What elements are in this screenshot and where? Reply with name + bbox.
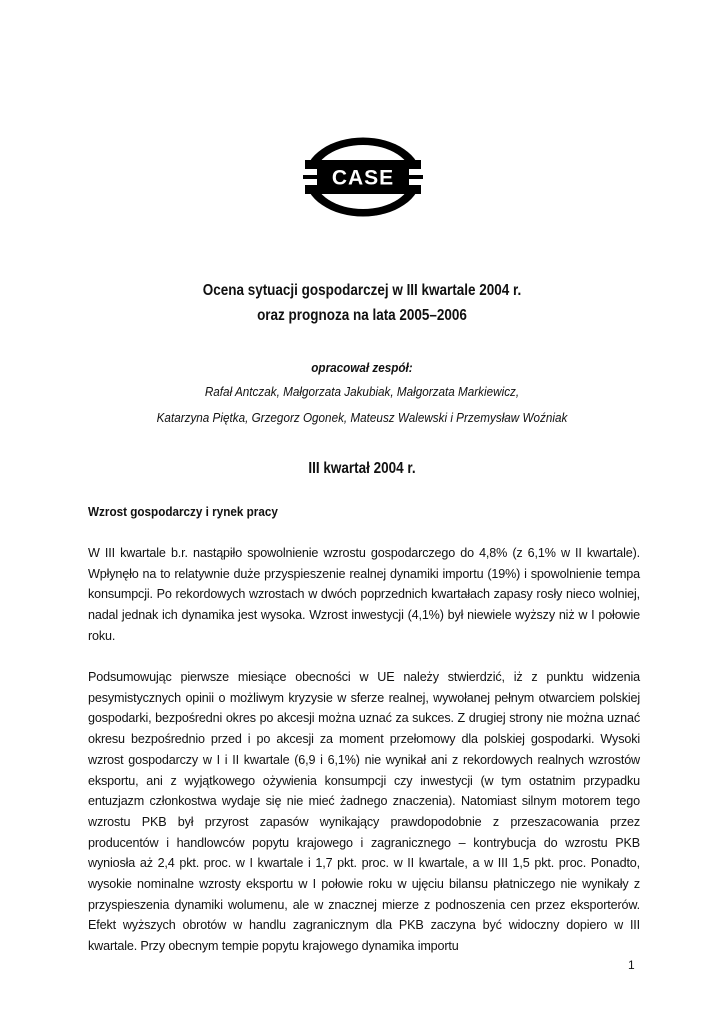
- section-title: III kwartał 2004 r.: [308, 460, 416, 477]
- document-title-line-1: Ocena sytuacji gospodarczej w III kwartale 2004 r.: [202, 282, 522, 299]
- authors-line-2: Katarzyna Piętka, Grzegorz Ogonek, Mateusz Walewski i Przemysław Woźniak: [156, 410, 568, 425]
- authors-line-1: Rafał Antczak, Małgorzata Jakubiak, Małgorzata Markiewicz,: [204, 384, 520, 399]
- page-number: 1: [628, 958, 635, 972]
- document-title-line-2: oraz prognoza na lata 2005–2006: [257, 307, 467, 324]
- paragraph-2: Podsumowując pierwsze miesiące obecności w UE należy stwierdzić, iż z punktu widzenia pesymistycznych opinii o możliwym kryzysie w sferze realnej, wywołanej pełnym otwarciem polskiej gospodarki, bezpośredni okres po akcesji można uznać za sukces. Z drugiej strony nie można uznać okresu bezpośrednio przed i po akcesji za moment przełomowy dla polskiej gospodarki. Wysoki wzrost gospodarczy w I i II kwartale (6,9 i 6,1%) nie wynikał ani z rekordowych realnych wzrostów eksportu, ani z wyjątkowego ożywienia konsumpcji czy inwestycji (w tym ostatnim przypadku entuzjazm członkostwa wydaje się nie mieć żadnego znaczenia). Natomiast silnym motorem tego wzrostu PKB był przyrost zapasów wynikający prawdopodobnie z przeszacowania przez producentów i handlowców popytu krajowego i zagranicznego – kontrybucja do wzrostu PKB wyniosła aż 2,4 pkt. proc. w I kwartale i 1,7 pkt. proc. w II kwartale, a w III 1,5 pkt. proc. Ponadto, wysokie nominalne wzrosty eksportu w I połowie roku w ujęciu bilansu płatniczego nie wynikały z przyspieszenia dynamiki wolumenu, ale w znacznej mierze z podnoszenia cen przez eksporterów. Efekt wyższych obrotów w handlu zagranicznym dla PKB zaczyna być widoczny dopiero w III kwartale. Przy obecnym tempie popytu krajowego dynamika importu: [88, 670, 640, 954]
- case-logo: [303, 136, 423, 218]
- logo-text: CASE: [331, 166, 395, 190]
- subheading: Wzrost gospodarczy i rynek pracy: [88, 504, 278, 519]
- authors-label: opracował zespół:: [311, 360, 413, 375]
- paragraph-1: W III kwartale b.r. nastąpiło spowolnienie wzrostu gospodarczego do 4,8% (z 6,1% w II kwartale). Wpłynęło na to relatywnie duże przyspieszenie realnej dynamiki importu (19%) i spowolnienie tempa konsumpcji. Po rekordowych wzrostach w dwóch poprzednich kwartałach zapasy rosły nieco wolniej, nadal jednak ich dynamika jest wysoka. Wzrost inwestycji (4,1%) był niewiele wyższy niż w I połowie roku.: [88, 546, 640, 643]
